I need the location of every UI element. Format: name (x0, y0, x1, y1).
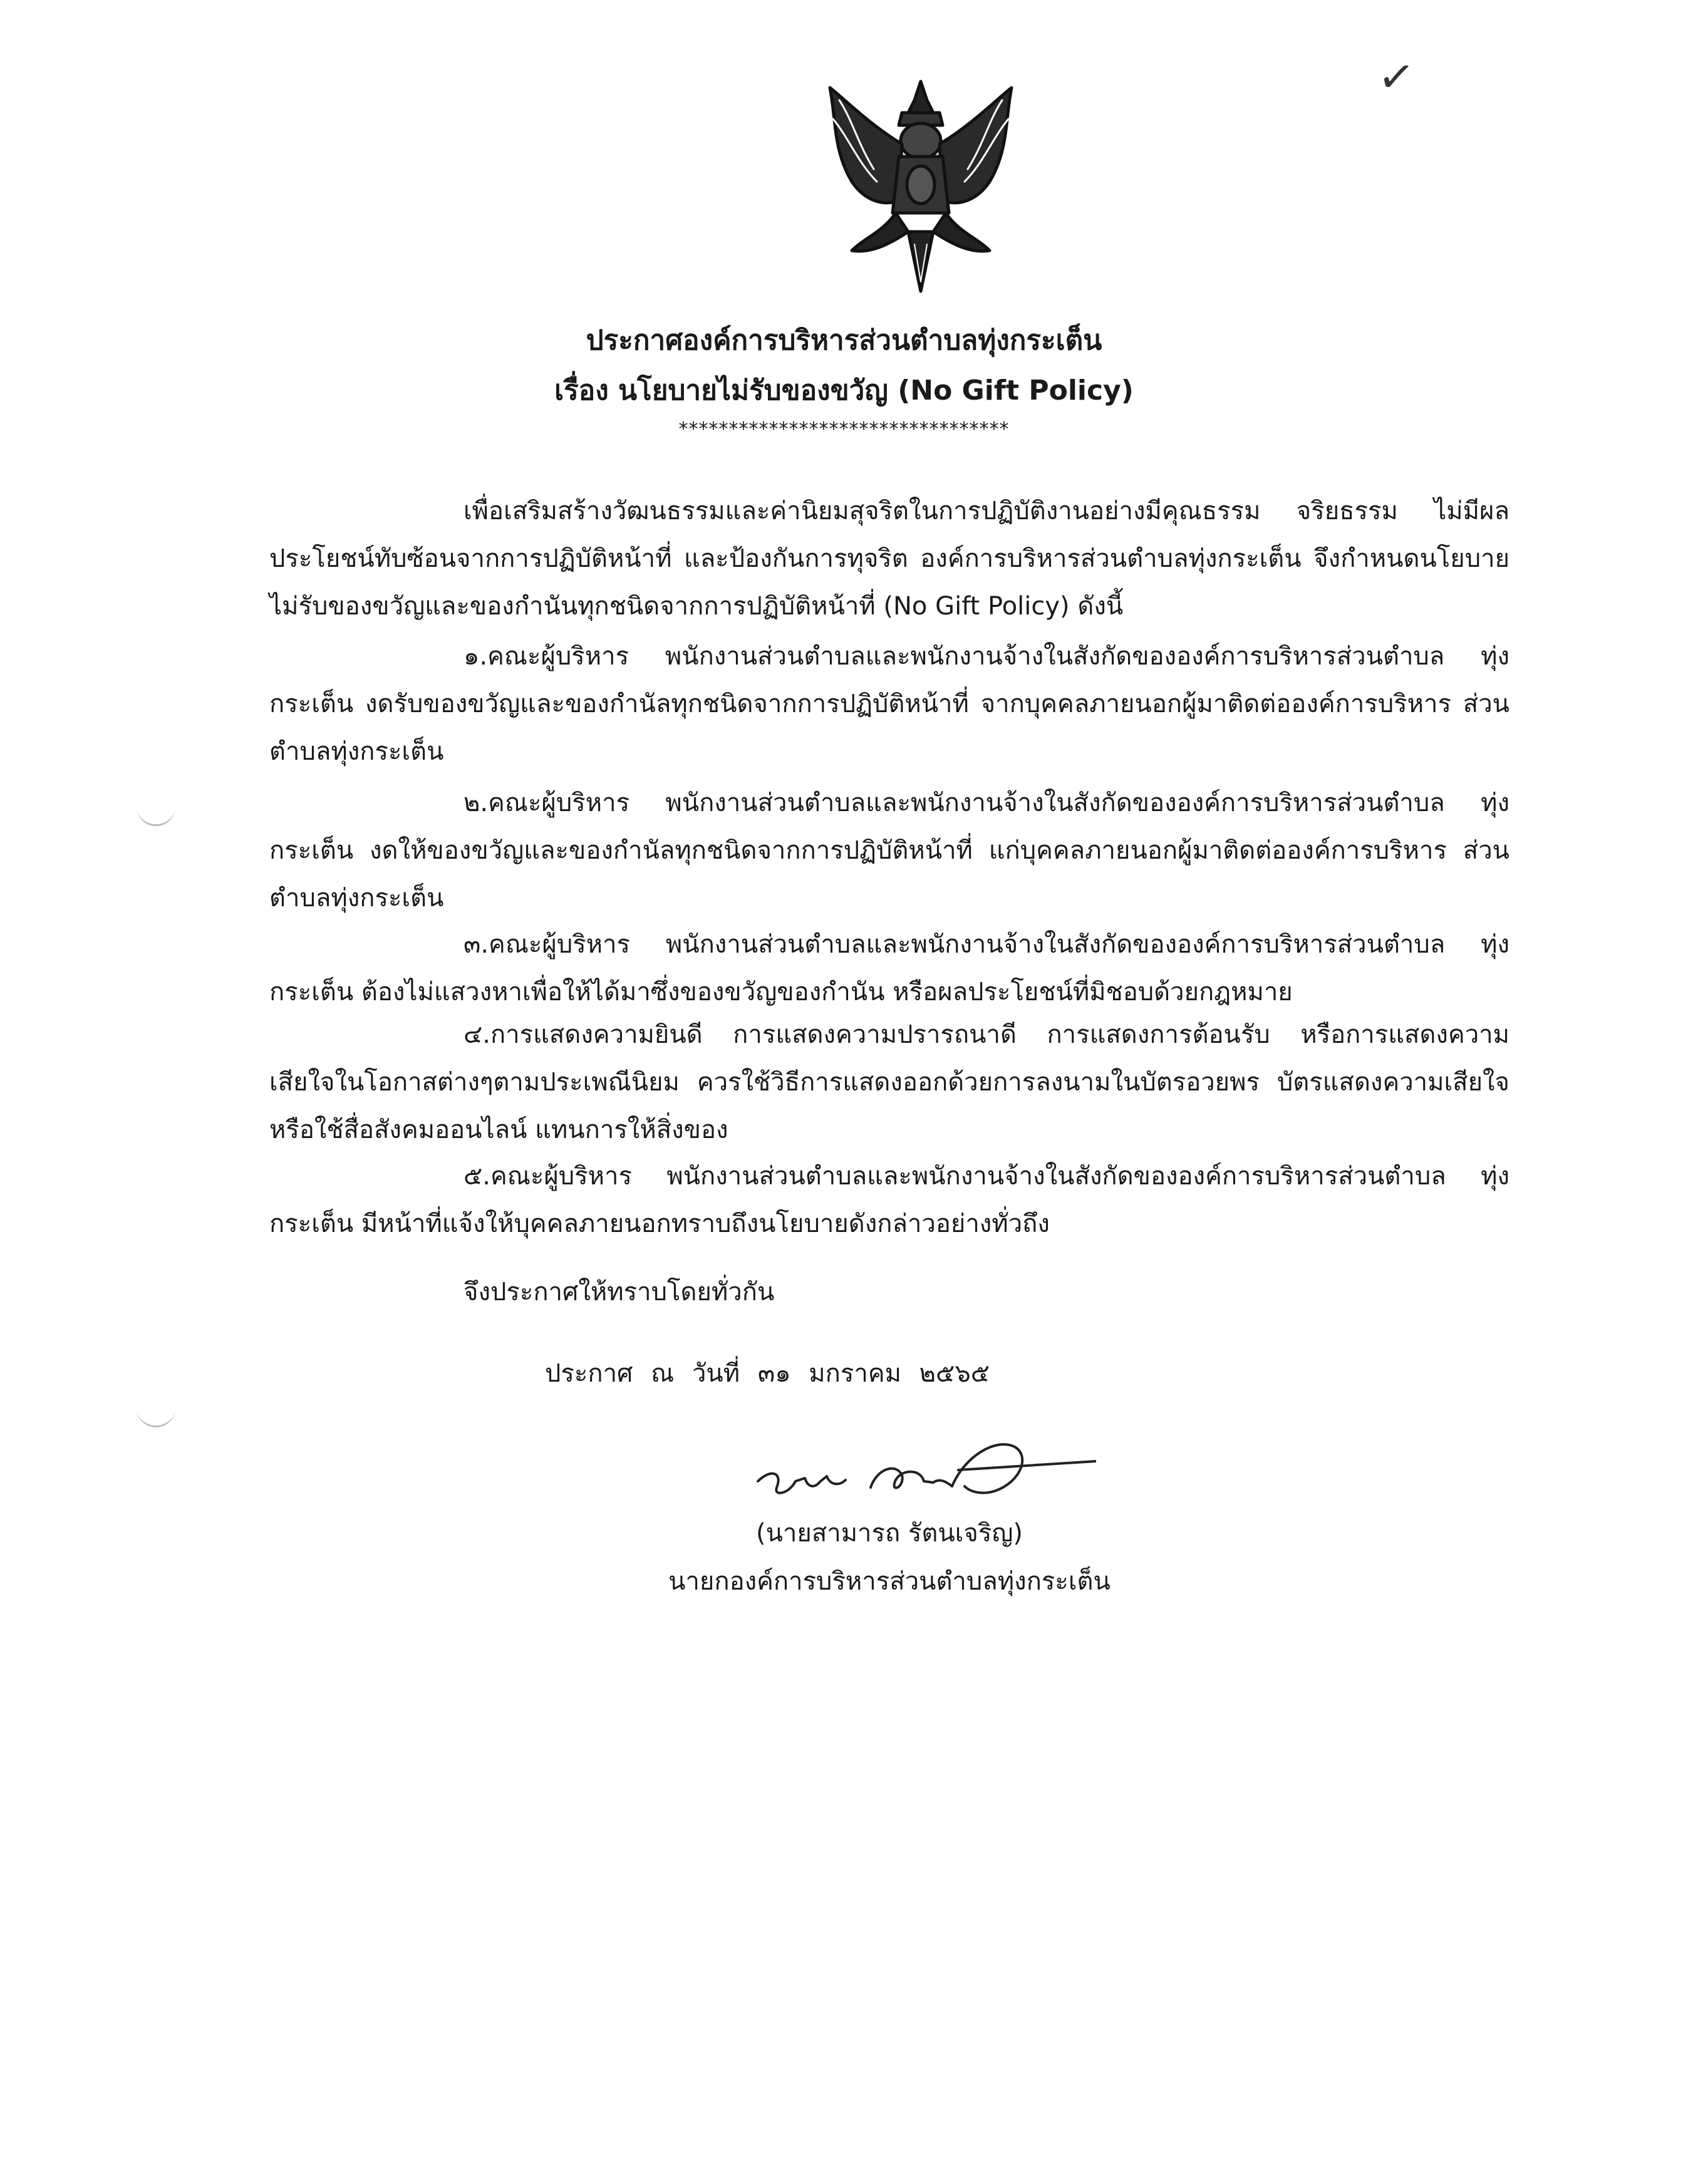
closing-statement: จึงประกาศให้ทราบโดยทั่วกัน (463, 1278, 775, 1307)
policy-item-text: ๔.การแสดงความยินดี การแสดงความปรารถนาดี การแสดงการต้อนรับ หรือการแสดงความ เสียใจในโอกาสต่างๆตามประเพณีนิยม ควรใช้วิธีการแสดงออกด้วยการลงนามในบัตรอวยพร บัตรแสดงความเสียใจ หรือใช้สื่อสังคมออนไลน์ แทนการให้สิ่งของ (269, 1020, 1509, 1144)
policy-item-text: ๒.คณะผู้บริหาร พนักงานส่วนตำบลและพนักงานจ้างในสังกัดขององค์การบริหารส่วนตำบล ทุ่งกระเต็น งดให้ของขวัญและของกำนัลทุกชนิดจากการปฏิบัติหน้าที่ แก่บุคคลภายนอกผู้มาติดต่อองค์การบริหาร ส่วนตำบลทุ่งกระเต็น (269, 789, 1509, 913)
policy-item-3 (269, 921, 1509, 1016)
punch-hole-mark (137, 803, 175, 826)
signer-name: (นายสามารถ รัตนเจริญ) (755, 1519, 1023, 1548)
signer-position: นายกองค์การบริหารส่วนตำบลทุ่งกระเต็น (668, 1567, 1111, 1596)
garuda-emblem-icon (814, 75, 1027, 301)
intro-paragraph: เพื่อเสริมสร้างวัฒนธรรมและค่านิยมสุจริตในการปฏิบัติงานอย่างมีคุณธรรม จริยธรรม ไม่มีผลประโยชน์ทับซ้อนจากการปฏิบัติหน้าที่ และป้องกันการทุจริต องค์การบริหารส่วนตำบลทุ่งกระเต็น จึงกำหนดนโยบายไม่รับของขวัญและของกำนันทุกชนิดจากการปฏิบัติหน้าที่ (No Gift Policy) ดังนี้ (269, 497, 1509, 621)
policy-item-2 (269, 779, 1509, 922)
policy-item-1 (269, 633, 1509, 775)
policy-item-text: ๑.คณะผู้บริหาร พนักงานส่วนตำบลและพนักงานจ้างในสังกัดขององค์การบริหารส่วนตำบล ทุ่งกระเต็น งดรับของขวัญและของกำนัลทุกชนิดจากการปฏิบัติหน้าที่ จากบุคคลภายนอกผู้มาติดต่อองค์การบริหาร ส่วนตำบลทุ่งกระเต็น (269, 642, 1509, 766)
policy-item-text: ๕.คณะผู้บริหาร พนักงานส่วนตำบลและพนักงานจ้างในสังกัดขององค์การบริหารส่วนตำบล ทุ่งกระเต็น มีหน้าที่แจ้งให้บุคคลภายนอกทราบถึงนโยบายดังกล่าวอย่างทั่วถึง (269, 1162, 1509, 1238)
announcement-date: ประกาศ ณ วันที่ ๓๑ มกราคม ๒๕๖๕ (545, 1359, 990, 1388)
policy-item-4 (269, 1011, 1509, 1154)
punch-hole-mark (137, 1404, 175, 1427)
check-mark-icon: ✓ (1375, 49, 1417, 105)
announcement-title: ประกาศองค์การบริหารส่วนตำบลทุ่งกระเต็น (586, 324, 1102, 356)
signature-image (745, 1419, 1096, 1513)
announcement-subject: เรื่อง นโยบายไม่รับของขวัญ (No Gift Policy) (554, 375, 1134, 406)
separator: ********************************* (678, 418, 1010, 440)
policy-item-text: ๓.คณะผู้บริหาร พนักงานส่วนตำบลและพนักงานจ้างในสังกัดขององค์การบริหารส่วนตำบล ทุ่งกระเต็น ต้องไม่แสวงหาเพื่อให้ได้มาซึ่งของขวัญของกำนัน หรือผลประโยชน์ที่มิชอบด้วยกฎหมาย (269, 930, 1509, 1007)
policy-item-5 (269, 1152, 1509, 1248)
announcement-body (269, 487, 1509, 630)
